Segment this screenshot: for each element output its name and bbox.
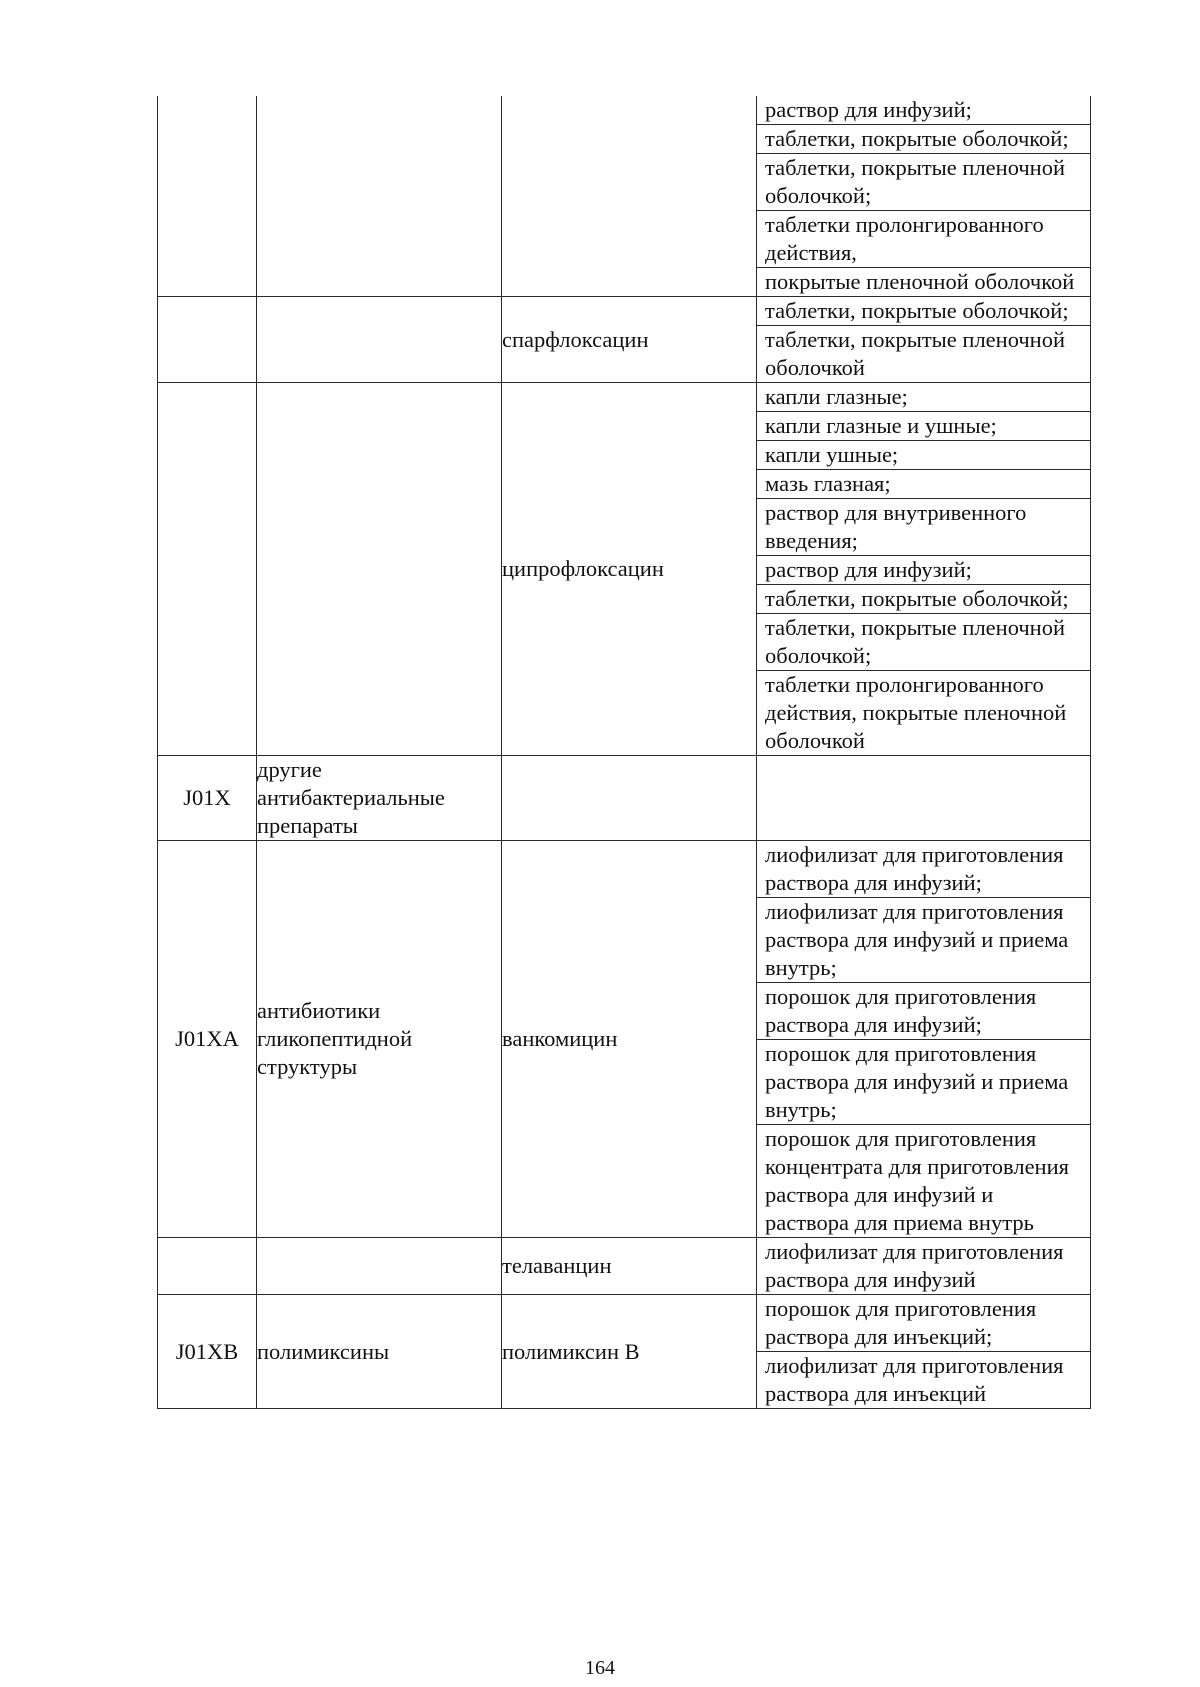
drug-name-cell: [502, 756, 757, 841]
table-row: [158, 96, 1091, 297]
dosage-form-item: лиофилизат для приготовления раствора для инъекций: [757, 1351, 1090, 1408]
drug-name-cell: телаванцин: [502, 1238, 757, 1295]
dosage-form-item: таблетки пролонгированного действия,: [757, 210, 1090, 267]
drug-name-cell: ванкомицин: [502, 841, 757, 1238]
dosage-form-item: лиофилизат для приготовления раствора для инфузий: [765, 1239, 1064, 1292]
table-row: [158, 383, 1091, 756]
dosage-form-item: порошок для приготовления концентрата для приготовления раствора для инфузий и раствора для приема внутрь: [757, 1124, 1090, 1237]
atc-code-cell: [158, 297, 257, 383]
medication-table-body: [158, 96, 1091, 1409]
atc-code-cell: J01XA: [158, 841, 257, 1238]
pharm-group-cell: [257, 383, 502, 756]
dosage-form-item: таблетки, покрытые оболочкой;: [757, 124, 1090, 153]
atc-code-cell: [158, 1238, 257, 1295]
dosage-forms-cell: [757, 756, 1091, 841]
drug-name-cell: спарфлоксацин: [502, 297, 757, 383]
dosage-form-item: таблетки, покрытые оболочкой;: [757, 584, 1090, 613]
dosage-form-item: покрытые пленочной оболочкой: [757, 267, 1090, 296]
dosage-form-item: таблетки, покрытые пленочной оболочкой: [757, 325, 1090, 382]
dosage-form-item: порошок для приготовления раствора для инъекций;: [765, 1296, 1037, 1349]
atc-code-cell: J01XB: [158, 1295, 257, 1409]
dosage-form-item: капли ушные;: [757, 440, 1090, 469]
table-row: [158, 1238, 1091, 1295]
dosage-form-item: лиофилизат для приготовления раствора для инфузий и приема внутрь;: [757, 897, 1090, 982]
pharm-group-cell: [257, 1238, 502, 1295]
dosage-form-item: капли глазные и ушные;: [757, 411, 1090, 440]
dosage-form-item: таблетки, покрытые пленочной оболочкой;: [757, 613, 1090, 670]
dosage-form-list: [757, 841, 1090, 1237]
page-number: 164: [585, 1657, 615, 1679]
dosage-forms-cell: [757, 297, 1091, 383]
dosage-forms-cell: [757, 841, 1091, 1238]
dosage-form-item: [757, 756, 1090, 840]
drug-name-cell: ципрофлоксацин: [502, 383, 757, 756]
dosage-form-list: [757, 1238, 1090, 1294]
dosage-form-list: [757, 756, 1090, 840]
dosage-form-item: капли глазные;: [765, 384, 908, 409]
dosage-form-list: [757, 383, 1090, 755]
dosage-form-list: [757, 1295, 1090, 1408]
drug-name-cell: полимиксин В: [502, 1295, 757, 1409]
dosage-form-item: раствор для инфузий;: [765, 97, 972, 122]
atc-code-cell: J01X: [158, 756, 257, 841]
dosage-form-item: порошок для приготовления раствора для инфузий и приема внутрь;: [757, 1039, 1090, 1124]
dosage-form-item: раствор для внутривенного введения;: [757, 498, 1090, 555]
drug-name-cell: [502, 96, 757, 297]
dosage-form-item: порошок для приготовления раствора для инфузий;: [757, 982, 1090, 1039]
dosage-form-item: таблетки, покрытые пленочной оболочкой;: [757, 153, 1090, 210]
dosage-form-item: таблетки пролонгированного действия, покрытые пленочной оболочкой: [757, 670, 1090, 755]
dosage-forms-cell: [757, 1238, 1091, 1295]
table-row: [158, 1295, 1091, 1409]
pharm-group-cell: [257, 297, 502, 383]
dosage-form-list: [757, 96, 1090, 296]
dosage-form-item: раствор для инфузий;: [757, 555, 1090, 584]
dosage-forms-cell: [757, 383, 1091, 756]
dosage-forms-cell: [757, 1295, 1091, 1409]
table-row: [158, 756, 1091, 841]
dosage-form-item: таблетки, покрытые оболочкой;: [765, 298, 1069, 323]
pharm-group-cell: [257, 96, 502, 297]
pharm-group-cell: антибиотики гликопептидной структуры: [257, 841, 502, 1238]
dosage-form-item: лиофилизат для приготовления раствора для инфузий;: [765, 842, 1064, 895]
atc-code-cell: [158, 96, 257, 297]
dosage-form-list: [757, 297, 1090, 382]
atc-code-cell: [158, 383, 257, 756]
dosage-forms-cell: [757, 96, 1091, 297]
medication-table: [157, 96, 1091, 1409]
dosage-form-item: мазь глазная;: [757, 469, 1090, 498]
pharm-group-cell: полимиксины: [257, 1295, 502, 1409]
table-row: [158, 841, 1091, 1238]
pharm-group-cell: другие антибактериальные препараты: [257, 756, 502, 841]
table-row: [158, 297, 1091, 383]
